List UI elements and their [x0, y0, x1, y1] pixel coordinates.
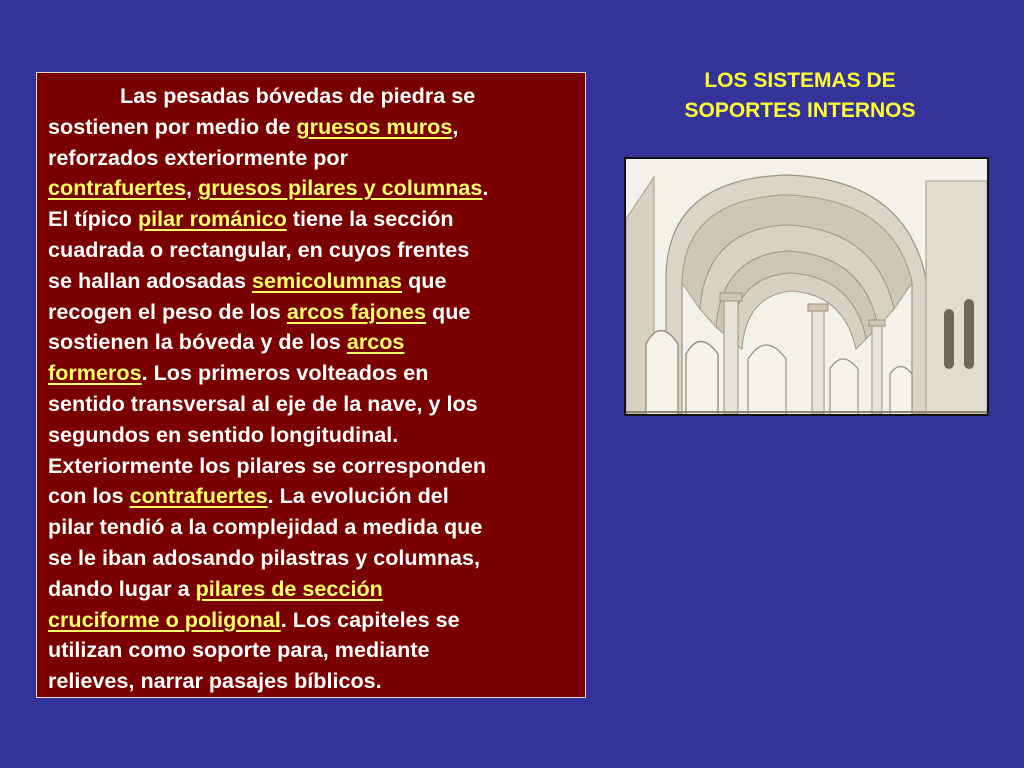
- text-segment: . Los capiteles se: [280, 606, 460, 632]
- text-segment: . Los primeros volteados en: [141, 360, 429, 386]
- text-segment: recogen el peso de los: [48, 298, 287, 324]
- body-line: [48, 389, 574, 420]
- title-line-2: SOPORTES INTERNOS: [684, 99, 916, 122]
- body-line: [48, 358, 574, 389]
- body-line: [48, 635, 574, 666]
- text-segment: con los: [48, 483, 130, 509]
- body-line: [48, 204, 574, 235]
- text-segment: . La evolución del: [267, 483, 449, 509]
- body-text: [48, 81, 574, 697]
- keyword: cruciforme o poligonal: [48, 606, 281, 632]
- text-segment: relieves, narrar pasajes bíblicos.: [48, 668, 382, 694]
- text-segment: utilizan como soporte para, mediante: [48, 637, 430, 663]
- text-segment: segundos en sentido longitudinal.: [48, 421, 399, 447]
- keyword: contrafuertes: [48, 175, 186, 201]
- keyword: contrafuertes: [129, 483, 268, 509]
- body-line: [48, 81, 574, 112]
- body-line: [48, 235, 574, 266]
- keyword: gruesos pilares y columnas: [198, 175, 483, 201]
- body-line: [48, 297, 574, 328]
- title-line-1: LOS SISTEMAS DE: [704, 69, 896, 92]
- body-line: [48, 112, 574, 143]
- text-segment: que: [426, 298, 471, 324]
- text-segment: sostienen la bóveda y de los: [48, 329, 347, 355]
- slide-title: [650, 66, 950, 126]
- keyword: arcos: [346, 329, 405, 355]
- text-box: [36, 72, 586, 698]
- text-segment: que: [402, 267, 447, 293]
- body-line: [48, 666, 574, 697]
- text-segment: sostienen por medio de: [48, 113, 297, 139]
- text-segment: dando lugar a: [48, 575, 196, 601]
- text-segment: sentido transversal al eje de la nave, y los: [48, 390, 478, 416]
- text-segment: Exteriormente los pilares se corresponden: [48, 452, 487, 478]
- keyword: gruesos muros: [296, 113, 453, 139]
- body-line: [48, 451, 574, 482]
- body-line: [48, 574, 574, 605]
- body-line: [48, 605, 574, 636]
- text-segment: se hallan adosadas: [48, 267, 253, 293]
- keyword: semicolumnas: [252, 267, 403, 293]
- body-line: [48, 512, 574, 543]
- text-segment: ,: [452, 113, 459, 139]
- text-segment: Las pesadas bóvedas de piedra se: [120, 83, 476, 108]
- body-line: [48, 327, 574, 358]
- romanesque-arches-image: [624, 157, 989, 416]
- text-segment: reforzados exteriormente por: [48, 144, 348, 170]
- keyword: pilares: [195, 575, 272, 601]
- text-segment: cuadrada o rectangular, en cuyos frentes: [48, 236, 470, 262]
- keyword: pilar románico: [137, 206, 287, 232]
- text-segment: El típico: [48, 206, 138, 232]
- body-line: [48, 420, 574, 451]
- text-segment: se le iban adosando pilastras y columnas,: [48, 544, 481, 570]
- body-line: [48, 543, 574, 574]
- romanesque-arches-illustration: [626, 159, 987, 414]
- keyword: arcos fajones: [286, 298, 427, 324]
- body-line: [48, 481, 574, 512]
- text-segment: pilar tendió a la complejidad a medida que: [48, 514, 483, 540]
- keyword: de sección: [271, 575, 383, 601]
- text-segment: tiene la sección: [286, 206, 454, 232]
- text-segment: .: [482, 175, 489, 201]
- text-segment: ,: [186, 175, 198, 201]
- body-line: [48, 266, 574, 297]
- body-line: [48, 143, 574, 174]
- keyword: formeros: [48, 360, 142, 386]
- body-line: [48, 173, 574, 204]
